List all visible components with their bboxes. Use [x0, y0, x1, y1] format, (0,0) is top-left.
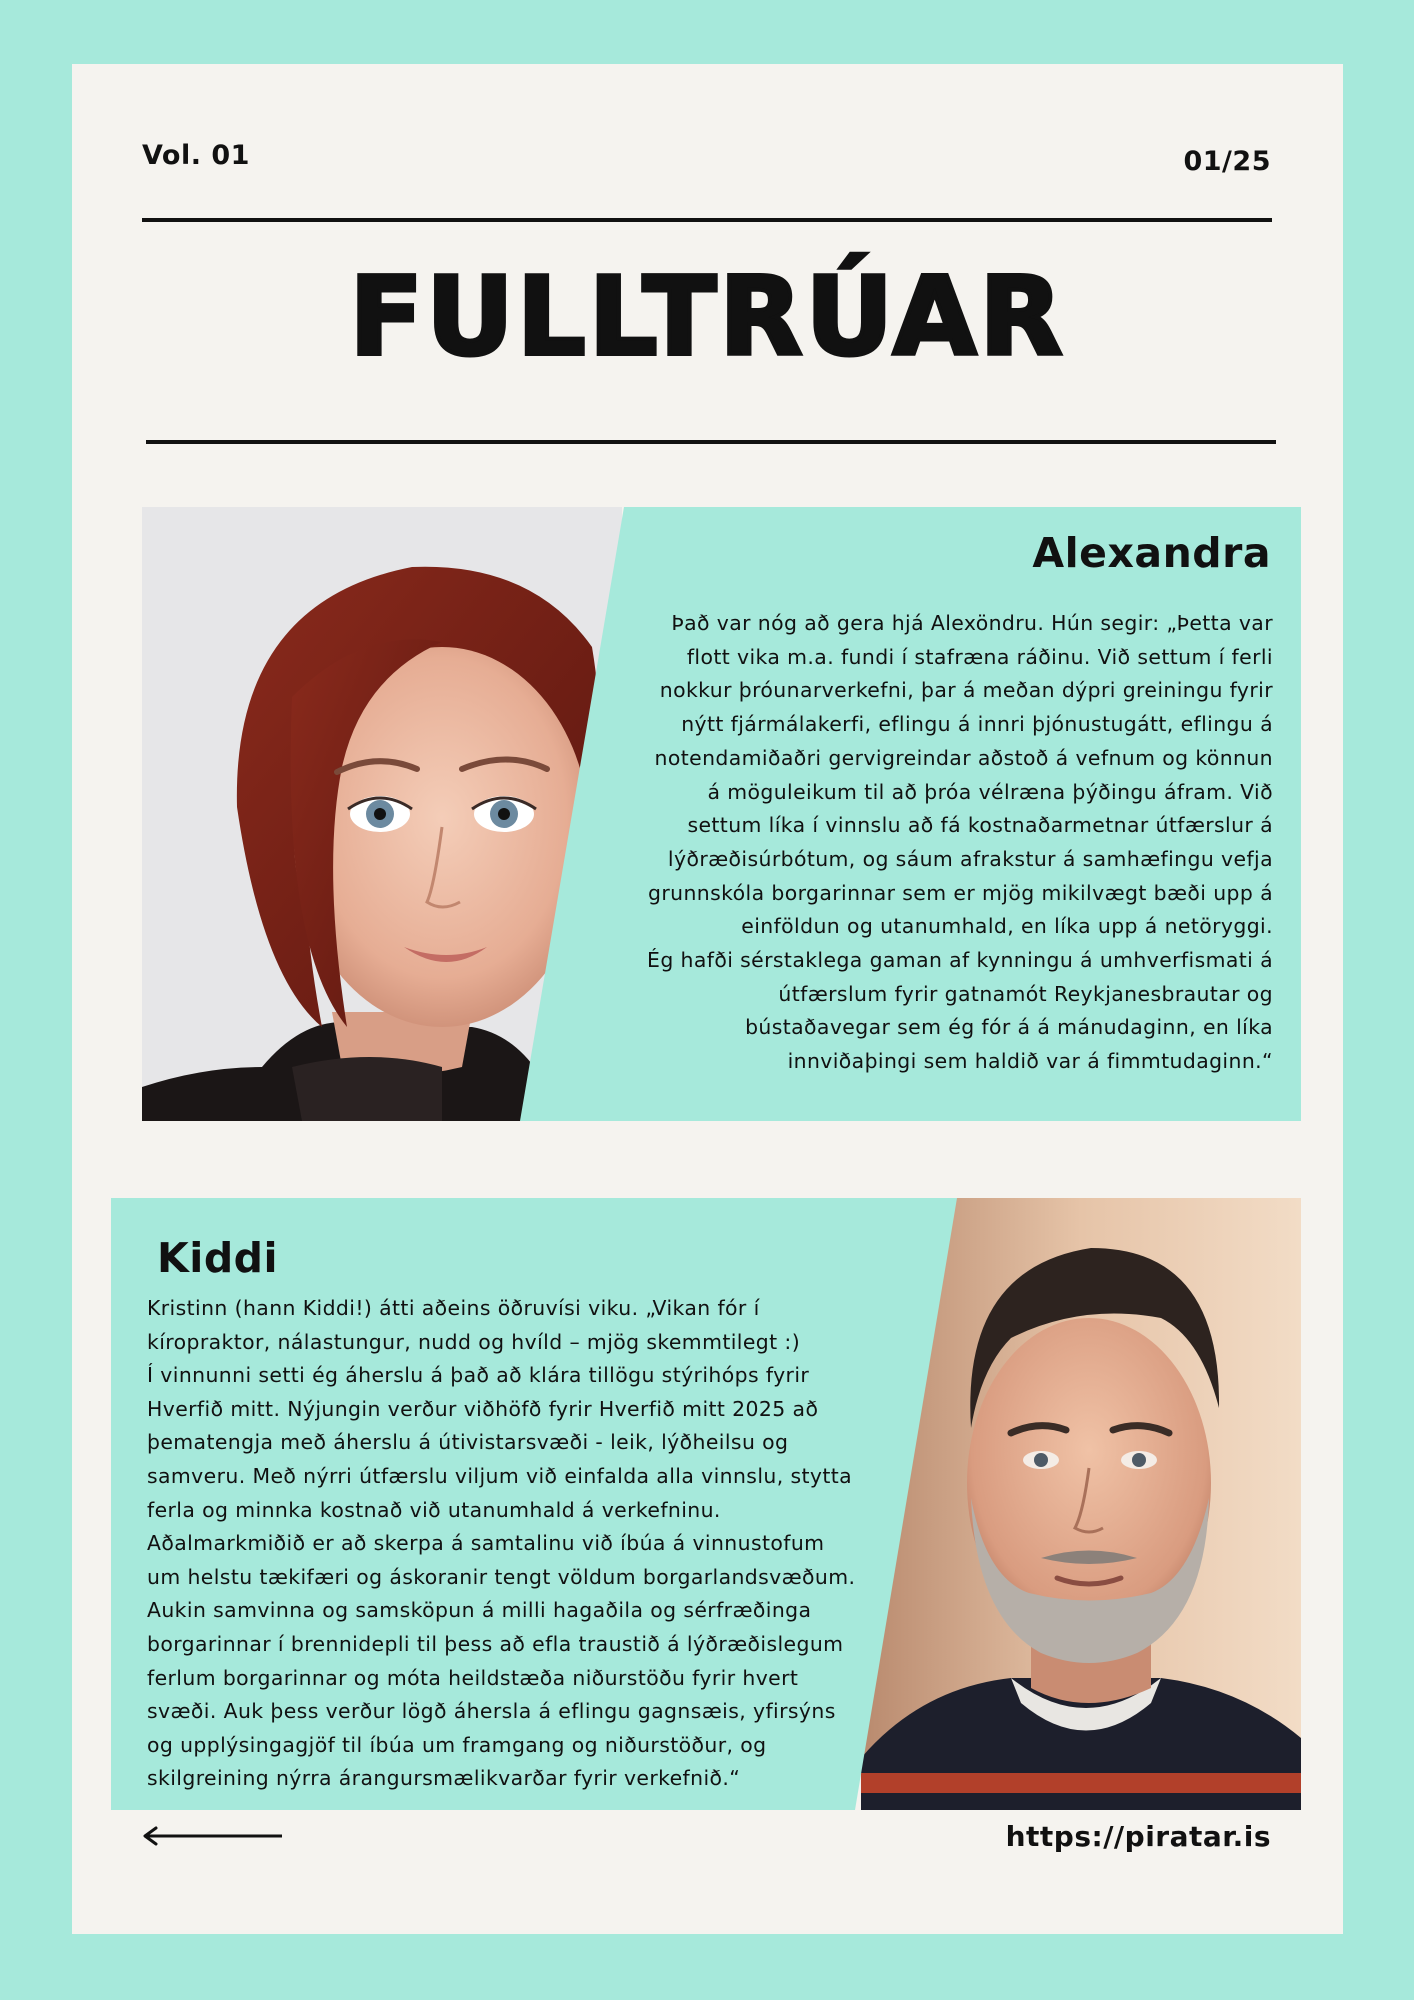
issue-number: 01/25 — [1183, 146, 1271, 177]
newsletter-page — [72, 64, 1343, 1934]
profile-kiddi — [111, 1198, 1301, 1810]
website-link[interactable]: https://piratar.is — [1005, 1820, 1271, 1853]
profile-alexandra — [142, 507, 1301, 1121]
top-divider — [142, 218, 1272, 222]
title-divider — [146, 440, 1276, 444]
arrow-left-icon[interactable] — [142, 1826, 284, 1846]
volume-label: Vol. 01 — [142, 140, 250, 171]
alexandra-text: Það var nóg að gera hjá Alexöndru. Hún segir: „Þetta var flott vika m.a. fundi í stafræna ráðinu. Við settum í ferli nokkur þróunarverkefni, þar á meðan dýpri greiningu fyrir nýtt fjármálakerfi, eflingu á innri þjónustugátt, eflingu á notendamiðaðri gervigreindar aðstoð á vefnum og könnun á möguleikum til að þróa vélræna þýðingu áfram. Við settum líka í vinnslu að fá kostnaðarmetnar útfærslur á lýðræðisúrbótum, og sáum afrakstur á samhæfingu vefja grunnskóla borgarinnar sem er mjög mikilvægt bæði upp á einföldun og utanumhald, en líka upp á netöryggi. Ég hafði sérstaklega gaman af kynningu á umhverfismati á útfærslum fyrir gatnamót Reykjanesbrautar og bústaðavegar sem ég fór á á mánudaginn, en líka innviðaþingi sem haldið var á fimmtudaginn.“ — [647, 611, 1273, 1074]
alexandra-name: Alexandra — [1032, 529, 1271, 577]
kiddi-text: Kristinn (hann Kiddi!) átti aðeins öðruvísi viku. „Vikan fór í kíropraktor, nálastungur, nudd og hvíld – mjög skemmtilegt :) Í vinnunni setti ég áherslu á það að klára tillögu stýrihóps fyrir Hverfið mitt. Nýjungin verður viðhöfð fyrir Hverfið mitt 2025 að þematengja með áherslu á útivistarsvæði - leik, lýðheilsu og samveru. Með nýrri útfærslu viljum við einfalda alla vinnslu, stytta ferla og minnka kostnað við utanumhald á verkefninu. Aðalmarkmiðið er að skerpa á samtalinu við íbúa á vinnustofum um helstu tækifæri og áskoranir tengt völdum borgarlandsvæðum. Aukin samvinna og samsköpun á milli hagaðila og sérfræðinga borgarinnar í brennidepli til þess að efla traustið á lýðræðislegum ferlum borgarinnar og móta heildstæða niðurstöðu fyrir hvert svæði. Auk þess verður lögð áhersla á eflingu gagnsæis, yfirsýns og upplýsingagjöf til íbúa um framgang og niðurstöður, og skilgreining nýrra árangursmælikvarðar fyrir verkefnið.“ — [147, 1296, 856, 1791]
kiddi-name: Kiddi — [157, 1234, 279, 1282]
page-title: FULLTRÚAR — [349, 255, 1066, 380]
